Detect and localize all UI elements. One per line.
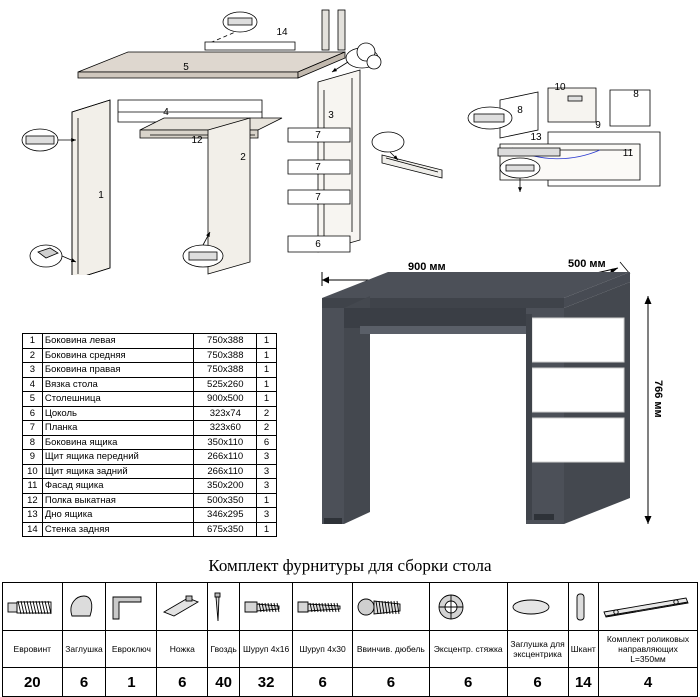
part-name: Планка [42,421,194,436]
part-name: Боковина правая [42,363,194,378]
part-qty: 1 [257,522,277,537]
part-number: 14 [23,522,43,537]
part-number: 6 [23,406,43,421]
hardware-label: Шуруп 4x16 [239,631,292,668]
hardware-icon-cell [599,583,698,631]
part-name: Щит ящика передний [42,450,194,465]
exploded-view-diagram [0,0,700,275]
svg-text:14: 14 [276,27,288,38]
hardware-label: Эксцентр. стяжка [429,631,507,668]
dowel-icon [570,590,597,624]
part-qty: 1 [257,334,277,349]
part-qty: 1 [257,377,277,392]
svg-text:3: 3 [328,110,334,121]
foot-icon [158,592,206,622]
part-name: Полка выкатная [42,493,194,508]
part-size: 346x295 [194,508,257,523]
part-name: Цоколь [42,406,194,421]
part-size: 500x350 [194,493,257,508]
svg-text:7: 7 [315,162,321,173]
part-name: Дно ящика [42,508,194,523]
part-name: Щит ящика задний [42,464,194,479]
svg-text:1: 1 [98,190,104,201]
screw-4x16-icon [241,592,291,622]
part-size: 323x74 [194,406,257,421]
part-size: 750x388 [194,348,257,363]
part-qty: 3 [257,450,277,465]
part-qty: 3 [257,479,277,494]
svg-text:6: 6 [315,239,321,250]
hardware-icon-cell [429,583,507,631]
part-size: 350x200 [194,479,257,494]
part-qty: 3 [257,508,277,523]
table-row [23,406,277,421]
hardware-count: 6 [429,668,507,697]
hardware-icon-cell [62,583,106,631]
part-number: 13 [23,508,43,523]
part-size: 350x110 [194,435,257,450]
table-row [23,493,277,508]
svg-text:4: 4 [163,107,169,118]
hardware-label: Гвоздь [208,631,240,668]
part-size: 323x60 [194,421,257,436]
table-row [23,377,277,392]
hardware-icon-cell [507,583,568,631]
part-qty: 1 [257,348,277,363]
part-size: 525x260 [194,377,257,392]
svg-text:8: 8 [633,89,639,100]
hardware-count: 20 [3,668,63,697]
hardware-label: Комплект роликовых направляющих L=350мм [599,631,698,668]
part-qty: 1 [257,392,277,407]
svg-text:8: 8 [517,105,523,116]
hardware-icon-cell [106,583,157,631]
table-row [23,363,277,378]
part-size: 266x110 [194,450,257,465]
hardware-count: 6 [157,668,208,697]
hardware-icon-cell [239,583,292,631]
part-name: Стенка задняя [42,522,194,537]
table-row [23,421,277,436]
svg-text:10: 10 [554,82,566,93]
desk-width-label: 900 мм [408,261,446,273]
part-name: Боковина средняя [42,348,194,363]
part-number: 9 [23,450,43,465]
table-row [23,479,277,494]
hardware-label: Евровинт [3,631,63,668]
hardware-label: Евроключ [106,631,157,668]
table-row [23,435,277,450]
part-qty: 2 [257,421,277,436]
assembled-desk-render [300,258,690,548]
hardware-count: 6 [507,668,568,697]
hardware-kit-title: Комплект фурнитуры для сборки стола [208,556,492,575]
part-number: 1 [23,334,43,349]
part-name: Боковина ящика [42,435,194,450]
part-number: 7 [23,421,43,436]
hardware-count: 4 [599,668,698,697]
hardware-label: Заглушка [62,631,106,668]
screw-in-dowel-icon [354,592,428,622]
table-row [23,464,277,479]
eccentric-tie-icon [431,590,506,624]
slide-set-icon [600,592,696,622]
table-row [23,392,277,407]
part-size: 266x110 [194,464,257,479]
hardware-count: 6 [62,668,106,697]
parts-list-table [22,333,277,537]
nail-icon [209,589,238,625]
part-number: 4 [23,377,43,392]
part-number: 5 [23,392,43,407]
hardware-icon-cell [352,583,429,631]
hardware-count: 6 [293,668,353,697]
hardware-icon-cell [3,583,63,631]
hardware-kit-table [2,582,698,697]
part-qty: 6 [257,435,277,450]
svg-text:2: 2 [240,152,246,163]
svg-text:11: 11 [622,148,634,159]
part-number: 3 [23,363,43,378]
hardware-count: 1 [106,668,157,697]
part-size: 750x388 [194,334,257,349]
hardware-count: 40 [208,668,240,697]
part-name: Столешница [42,392,194,407]
hardware-label: Ввинчив. дюбель [352,631,429,668]
table-row [23,508,277,523]
euro-screw-icon [4,592,61,622]
part-size: 750x388 [194,363,257,378]
table-row [23,522,277,537]
part-size: 900x500 [194,392,257,407]
part-number: 12 [23,493,43,508]
part-name: Вязка стола [42,377,194,392]
part-number: 8 [23,435,43,450]
hardware-icon-cell [157,583,208,631]
part-qty: 1 [257,363,277,378]
eccentric-cap-icon [509,595,567,619]
part-name: Боковина левая [42,334,194,349]
cap-icon [64,592,105,622]
svg-text:13: 13 [530,132,542,143]
part-name: Фасад ящика [42,479,194,494]
part-size: 675x350 [194,522,257,537]
part-number: 2 [23,348,43,363]
table-row [23,348,277,363]
hardware-count: 32 [239,668,292,697]
hardware-icon-cell [293,583,353,631]
hardware-count: 14 [568,668,598,697]
screw-4x30-icon [294,592,351,622]
part-number: 11 [23,479,43,494]
svg-text:7: 7 [315,130,321,141]
euro-key-icon [107,591,155,623]
hardware-label: Шуруп 4x30 [293,631,353,668]
part-qty: 2 [257,406,277,421]
hardware-icon-cell [208,583,240,631]
part-qty: 1 [257,493,277,508]
part-number: 10 [23,464,43,479]
hardware-label: Заглушка для эксцентрика [507,631,568,668]
hardware-icon-cell [568,583,598,631]
desk-height-label: 766 мм [652,380,664,418]
svg-text:7: 7 [315,192,321,203]
hardware-label: Шкант [568,631,598,668]
hardware-count: 6 [352,668,429,697]
svg-text:12: 12 [191,135,203,146]
desk-depth-label: 500 мм [568,258,606,270]
table-row [23,334,277,349]
svg-text:9: 9 [595,120,601,131]
table-row [23,450,277,465]
svg-text:5: 5 [183,62,189,73]
part-qty: 3 [257,464,277,479]
hardware-label: Ножка [157,631,208,668]
